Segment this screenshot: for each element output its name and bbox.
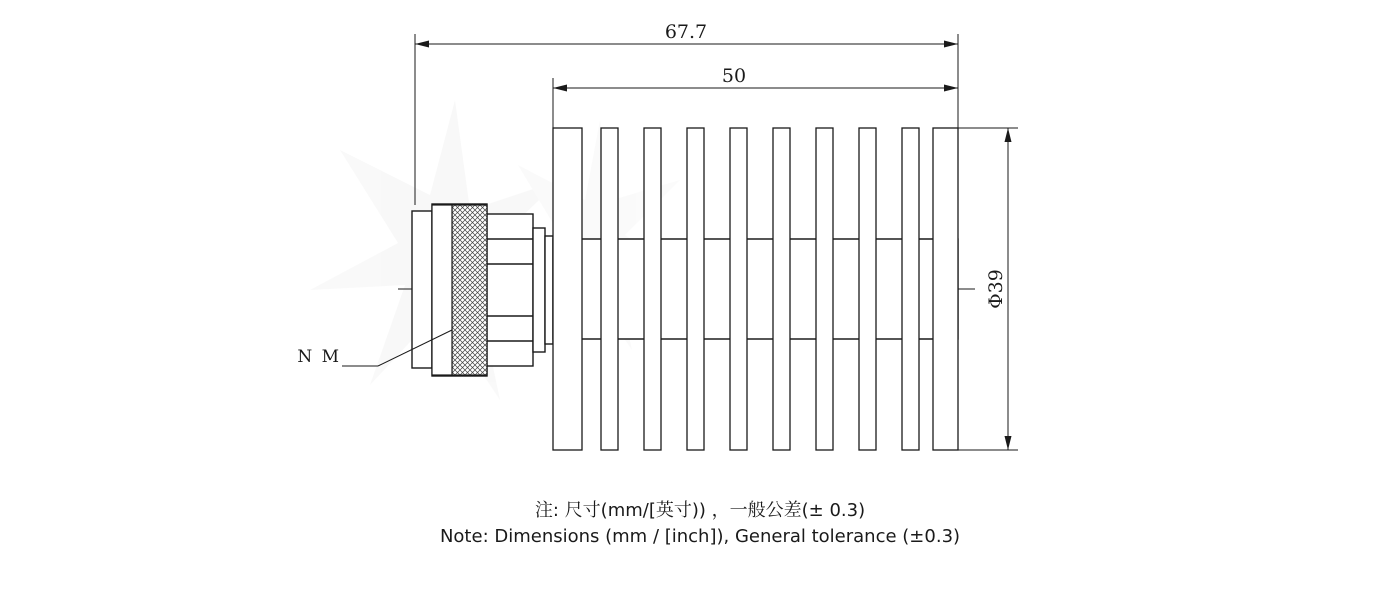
knurled-grip [452,205,487,375]
note-english: Note: Dimensions (mm / [inch]), General tolerance (±0.3) [439,526,961,547]
connector-collar [432,205,452,375]
dimension-body-length-text: 50 [721,65,747,87]
fin [644,128,661,450]
fin [902,128,919,450]
connector-type-label: N M [297,347,341,367]
fin [933,128,958,450]
fin [687,128,704,450]
notes-block [0,498,1400,550]
fin [730,128,747,450]
dimension-body-length [553,78,958,128]
fin [553,128,582,450]
fin [601,128,618,450]
dimension-diameter-text: Φ39 [985,269,1007,309]
fin [773,128,790,450]
heatsink-body [553,128,958,450]
note-chinese: 注: 尺寸(mm/[英寸)) ，一般公差(± 0.3) [534,500,866,521]
fin [816,128,833,450]
fin [859,128,876,450]
dimension-overall-length-text: 67.7 [664,21,708,43]
